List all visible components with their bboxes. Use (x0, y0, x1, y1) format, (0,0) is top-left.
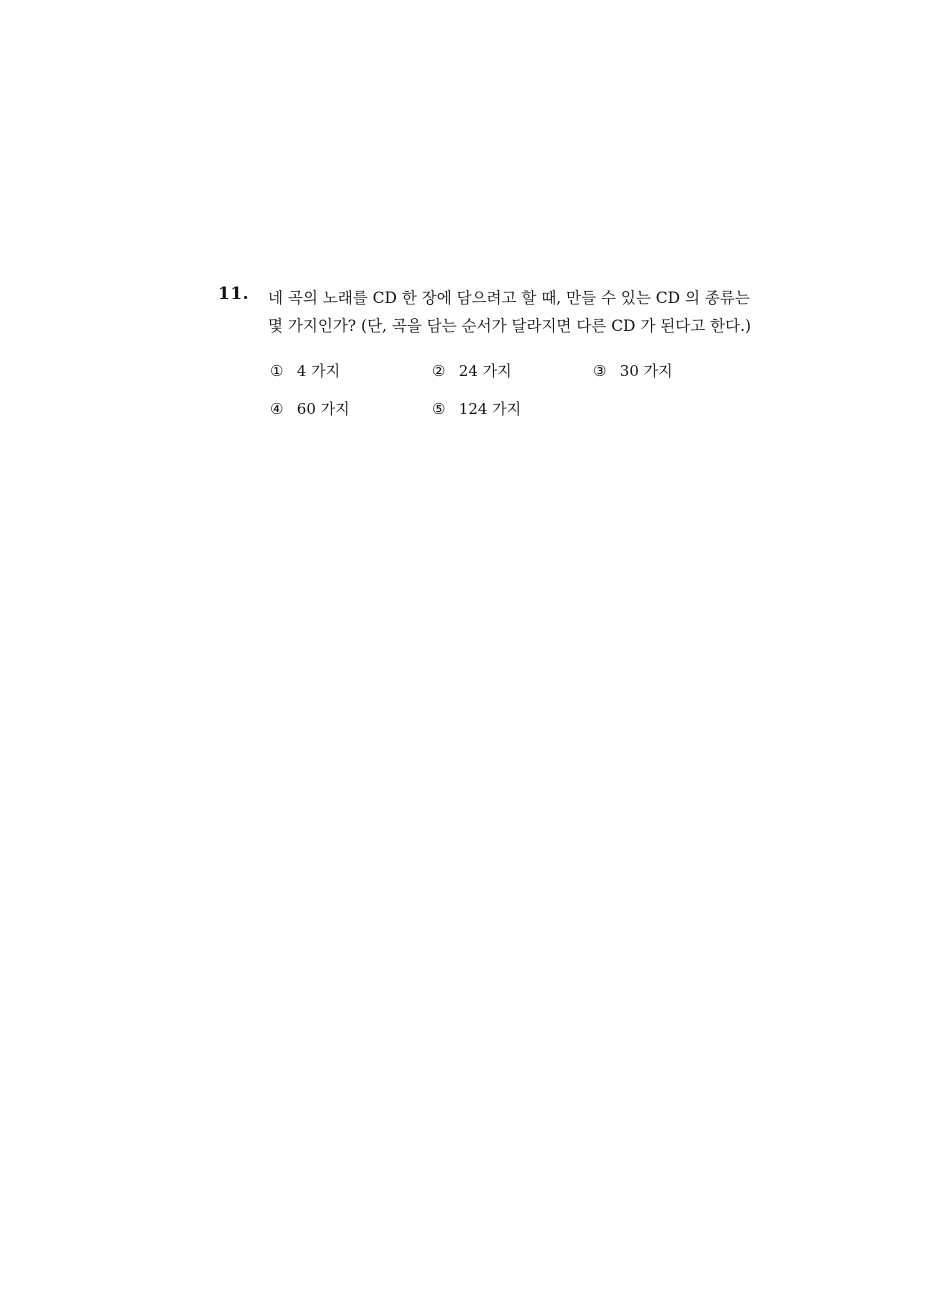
choice-4-marker: ④ (270, 400, 284, 418)
choice-5[interactable] (432, 398, 521, 420)
choice-3[interactable] (593, 360, 673, 382)
question-number: 11. (218, 284, 250, 304)
choice-1-text: 4 가지 (296, 362, 341, 380)
choice-3-text: 30 가지 (619, 362, 673, 380)
answer-choices (270, 360, 770, 430)
choice-4-text: 60 가지 (296, 400, 350, 418)
choice-2-text: 24 가지 (458, 362, 512, 380)
choice-3-marker: ③ (593, 362, 607, 380)
question-text (268, 284, 778, 340)
choice-2[interactable] (432, 360, 512, 382)
choice-1-marker: ① (270, 362, 284, 380)
choice-5-marker: ⑤ (432, 400, 446, 418)
question-text-line-1: 네 곡의 노래를 CD 한 장에 담으려고 할 때, 만들 수 있는 CD 의 종류는 (268, 289, 750, 307)
choice-4[interactable] (270, 398, 350, 420)
question-text-line-2: 몇 가지인가? (단, 곡을 담는 순서가 달라지면 다른 CD 가 된다고 한다.) (268, 317, 752, 335)
choice-5-text: 124 가지 (458, 400, 522, 418)
choice-1[interactable] (270, 360, 340, 382)
choice-2-marker: ② (432, 362, 446, 380)
